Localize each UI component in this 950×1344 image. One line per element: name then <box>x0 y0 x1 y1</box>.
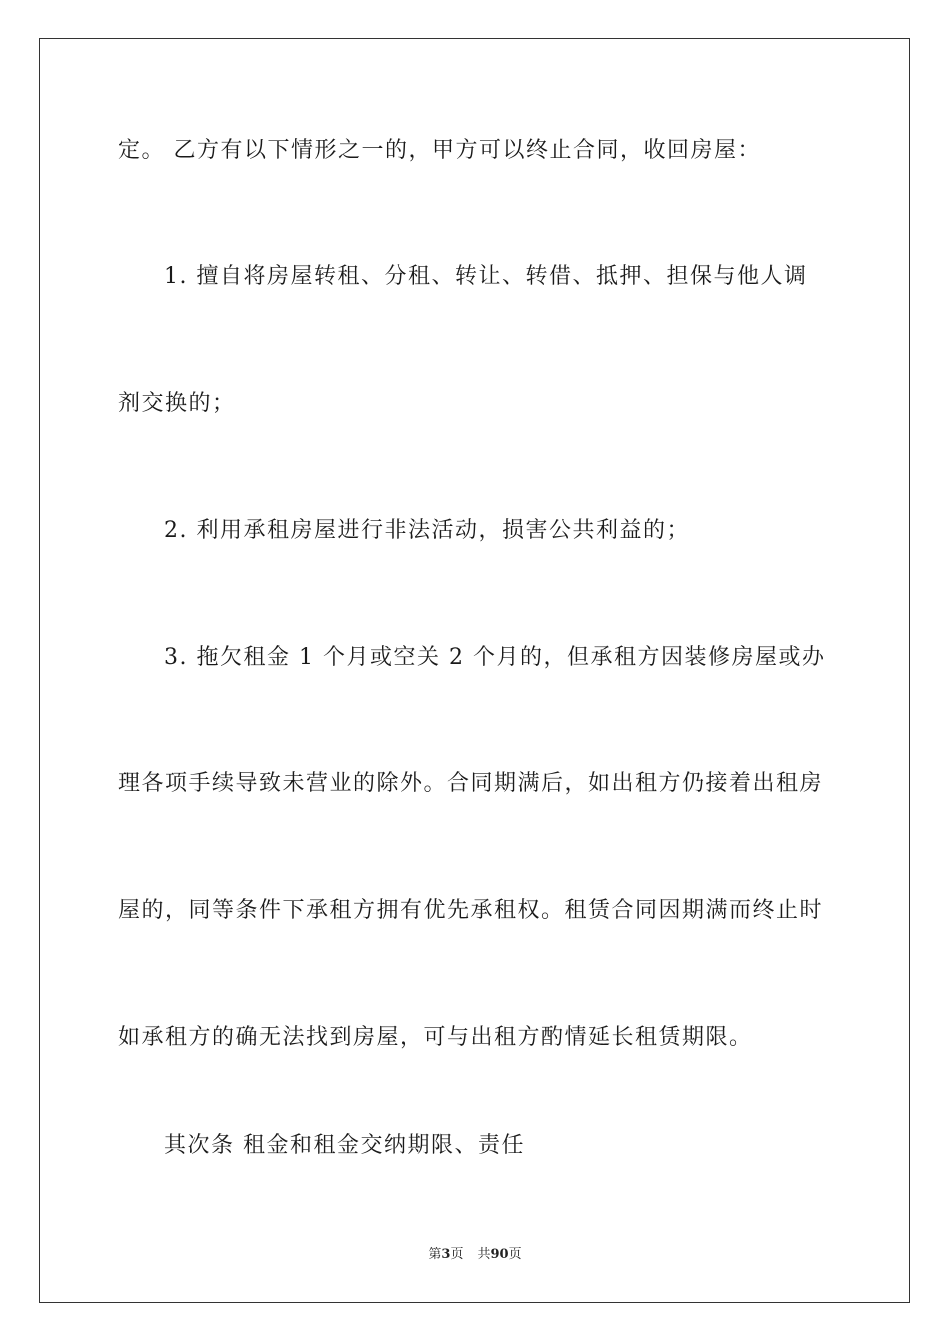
text-line-5: 3. 拖欠租金 1 个月或空关 2 个月的，但承租方因装修房屋或办 <box>164 645 826 670</box>
text-line-4: 2. 利用承租房屋进行非法活动，损害公共利益的； <box>164 518 690 543</box>
footer-total-prefix: 共 <box>477 1247 491 1262</box>
text-line-2: 1. 擅自将房屋转租、分租、转让、转借、抵押、担保与他人调 <box>164 264 808 289</box>
text-line-7: 屋的，同等条件下承租方拥有优先承租权。租赁合同因期满而终止时 <box>118 898 824 923</box>
footer-total-suffix: 页 <box>508 1247 522 1262</box>
text-line-1: 定。 乙方有以下情形之一的，甲方可以终止合同，收回房屋： <box>118 138 761 163</box>
text-line-8: 如承租方的确无法找到房屋，可与出租方酌情延长租赁期限。 <box>118 1025 753 1050</box>
footer-total-pages: 90 <box>490 1247 509 1262</box>
page-footer <box>0 1246 950 1264</box>
section-heading: 其次条 租金和租金交纳期限、责任 <box>164 1133 525 1158</box>
footer-page-suffix: 页 <box>450 1247 464 1262</box>
footer-page-number: 3 <box>441 1247 451 1262</box>
text-line-3: 剂交换的； <box>118 391 236 416</box>
footer-page-prefix: 第 <box>428 1247 442 1262</box>
text-line-6: 理各项手续导致未营业的除外。合同期满后，如出租方仍接着出租房 <box>118 771 824 796</box>
